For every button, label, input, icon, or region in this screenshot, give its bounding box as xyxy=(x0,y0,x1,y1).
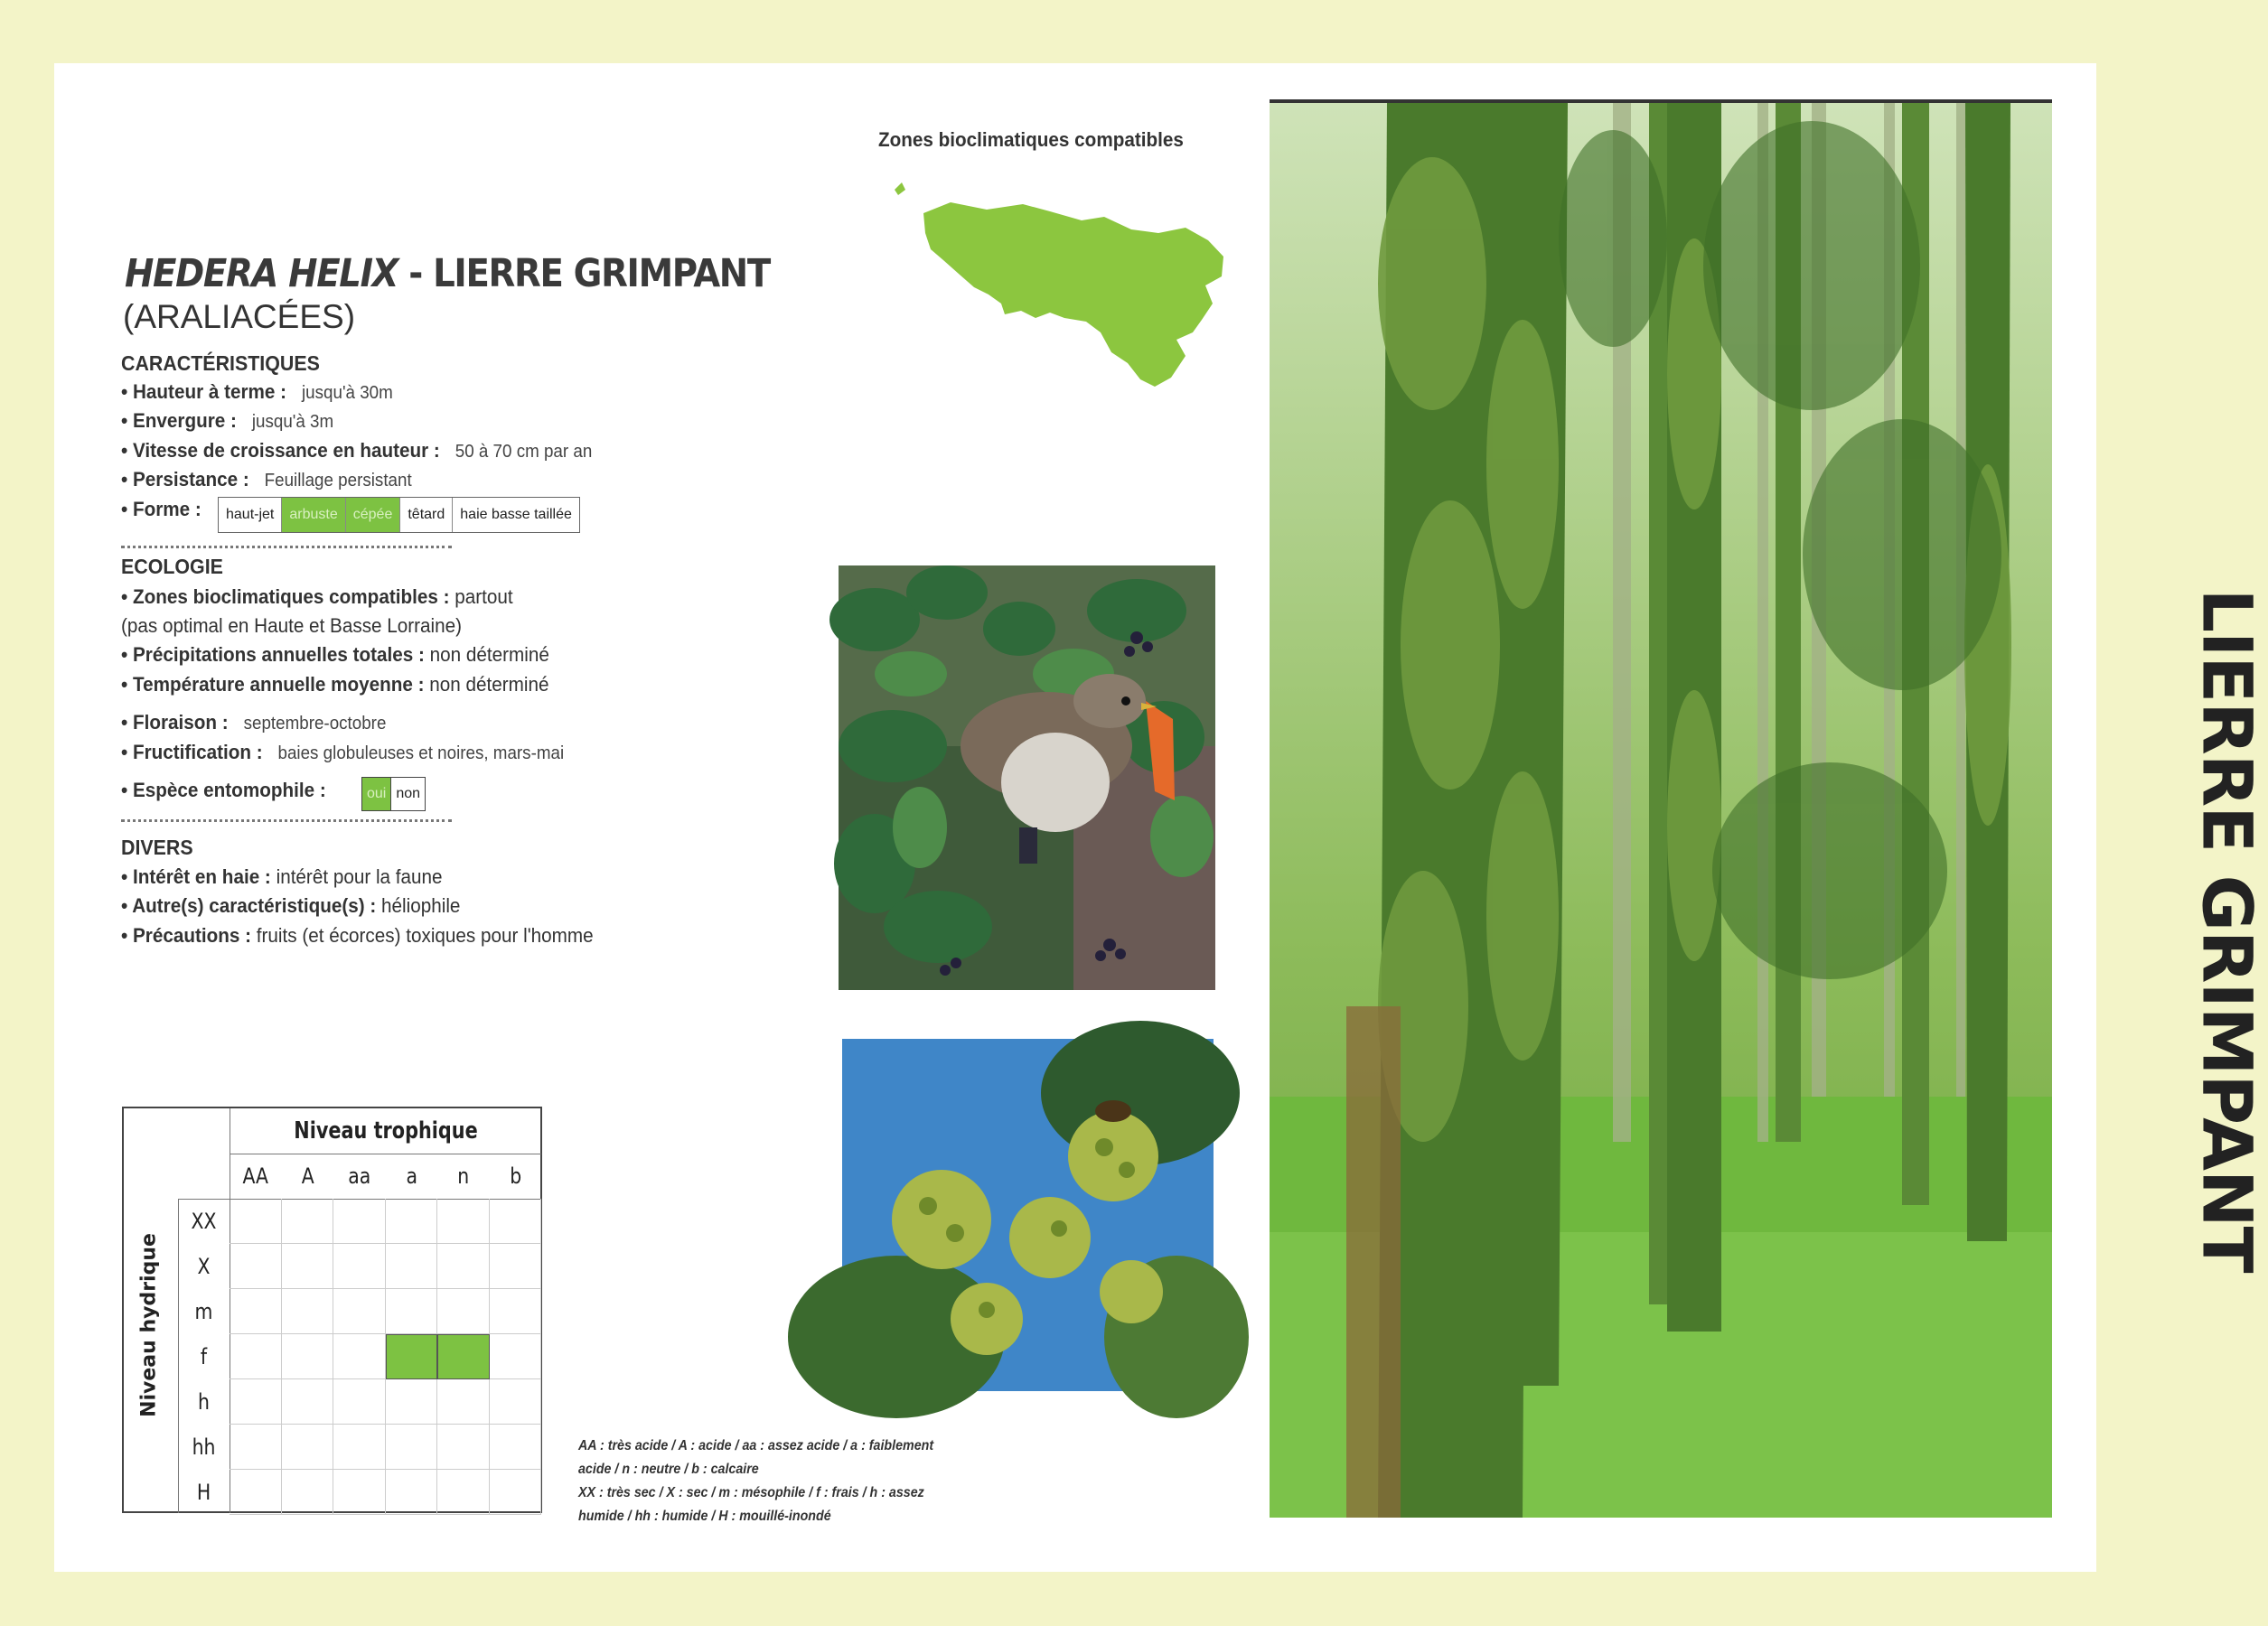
grid-row-label: m xyxy=(194,1299,213,1324)
interet-row xyxy=(121,865,443,889)
grid-column-label: A xyxy=(301,1163,314,1189)
interet-label: • Intérêt en haie : xyxy=(121,865,271,888)
persistance-row xyxy=(121,468,412,491)
grid-cell xyxy=(333,1289,386,1334)
grid-cell xyxy=(386,1379,438,1425)
fructification-row xyxy=(121,741,564,764)
legend-line: humide / hh : humide / H : mouillé-inondé xyxy=(578,1509,831,1524)
autres-label: • Autre(s) caractéristique(s) : xyxy=(121,894,377,917)
species-title xyxy=(125,251,770,296)
forme-option: arbuste xyxy=(282,498,345,532)
autres-value: héliophile xyxy=(381,894,461,917)
grid-cell xyxy=(386,1289,438,1334)
grid-cell xyxy=(437,1425,490,1470)
grid-row-label: H xyxy=(196,1480,211,1505)
grid-cell xyxy=(490,1379,542,1425)
grid-column-label: n xyxy=(457,1163,470,1189)
common-name: LIERRE GRIMPANT xyxy=(433,251,770,296)
precautions-row xyxy=(121,924,594,948)
grid-column-label: b xyxy=(509,1163,521,1189)
grid-cell xyxy=(437,1244,490,1289)
entomophile-row xyxy=(121,779,326,802)
grid-cell xyxy=(386,1470,438,1515)
grid-cell xyxy=(490,1199,542,1244)
title-separator: - xyxy=(398,251,434,296)
envergure-value: jusqu'à 3m xyxy=(251,412,334,432)
ivy-flowers-graphic xyxy=(842,1039,1214,1391)
grid-cell xyxy=(282,1334,334,1379)
grid-cell xyxy=(437,1379,490,1425)
hauteur-row xyxy=(121,380,393,404)
entomophile-option-oui: oui xyxy=(362,778,391,810)
grid-cell xyxy=(282,1199,334,1244)
interet-value: intérêt pour la faune xyxy=(276,865,443,888)
envergure-row xyxy=(121,409,333,433)
wallonia-map xyxy=(887,177,1240,394)
grid-cell xyxy=(230,1244,282,1289)
vitesse-row xyxy=(121,439,592,463)
hauteur-label: • Hauteur à terme : xyxy=(121,380,287,403)
side-title: LIERRE GRIMPANT xyxy=(2187,588,2268,1273)
grid-cell xyxy=(490,1289,542,1334)
bird-photo xyxy=(839,565,1215,990)
ivy-flowers-photo xyxy=(842,1039,1214,1391)
vitesse-value: 50 à 70 cm par an xyxy=(455,442,593,462)
grid-cell xyxy=(333,1470,386,1515)
grid-cell xyxy=(333,1199,386,1244)
grid-cell xyxy=(490,1244,542,1289)
legend-line: acide / n : neutre / b : calcaire xyxy=(578,1462,759,1477)
grid-row-label: f xyxy=(200,1344,208,1369)
grid-cell xyxy=(230,1289,282,1334)
grid-row-label: hh xyxy=(192,1434,216,1460)
floraison-label: • Floraison : xyxy=(121,711,229,734)
forme-option: haie basse taillée xyxy=(460,507,572,522)
caracteristiques-heading: CARACTÉRISTIQUES xyxy=(121,351,320,375)
precipitations-row xyxy=(121,643,549,667)
grid-cell xyxy=(386,1334,438,1379)
grid-column-label: AA xyxy=(242,1163,268,1189)
grid-column-label: aa xyxy=(348,1163,371,1189)
fructification-value: baies globuleuses et noires, mars-mai xyxy=(277,743,565,763)
grid-cell xyxy=(230,1425,282,1470)
temperature-value: non déterminé xyxy=(429,673,549,696)
grid-cell xyxy=(230,1379,282,1425)
precipitations-value: non déterminé xyxy=(429,643,549,666)
grid-column-label: a xyxy=(405,1163,417,1189)
persistance-value: Feuillage persistant xyxy=(264,471,412,491)
forme-option: haut-jet xyxy=(219,498,282,532)
grid-cell xyxy=(282,1425,334,1470)
grid-cell xyxy=(437,1470,490,1515)
grid-cell xyxy=(386,1244,438,1289)
grid-row-label: XX xyxy=(191,1209,217,1234)
divers-heading: DIVERS xyxy=(121,836,193,859)
grid-cell xyxy=(282,1244,334,1289)
grid-line xyxy=(178,1199,179,1513)
grid-cell xyxy=(230,1199,282,1244)
map-title: Zones bioclimatiques compatibles xyxy=(878,128,1184,151)
temperature-row xyxy=(121,673,549,696)
entomophile-label: • Espèce entomophile : xyxy=(121,779,326,801)
autres-row xyxy=(121,894,460,918)
forme-row xyxy=(121,498,201,521)
zones-note: (pas optimal en Haute et Basse Lorraine) xyxy=(121,614,463,637)
grid-cell xyxy=(333,1334,386,1379)
zones-row xyxy=(121,585,513,609)
zones-value: partout xyxy=(455,585,513,608)
grid-cell xyxy=(282,1379,334,1425)
grid-cell xyxy=(437,1334,490,1379)
grid-cell xyxy=(386,1425,438,1470)
forme-label: • Forme : xyxy=(121,498,201,520)
entomophile-option-non: non xyxy=(396,786,421,801)
latin-name: HEDERA HELIX xyxy=(125,251,398,296)
fructification-label: • Fructification : xyxy=(121,741,263,763)
bird-photo-graphic xyxy=(839,565,1215,990)
grid-row-label: h xyxy=(198,1389,210,1415)
legend-line: XX : très sec / X : sec / m : mésophile / f : frais / h : assez xyxy=(578,1485,924,1500)
grid-cell xyxy=(230,1334,282,1379)
grid-cell xyxy=(282,1470,334,1515)
forme-options xyxy=(218,497,580,533)
precautions-value: fruits (et écorces) toxiques pour l'homme xyxy=(256,924,594,947)
floraison-row xyxy=(121,711,386,734)
divider xyxy=(121,546,452,548)
grid-cell xyxy=(230,1470,282,1515)
grid-cell xyxy=(490,1425,542,1470)
ivy-forest-graphic xyxy=(1270,103,2052,1518)
trophic-hydric-grid xyxy=(122,1107,542,1513)
grid-cell xyxy=(386,1199,438,1244)
floraison-value: septembre-octobre xyxy=(243,714,387,734)
grid-cell xyxy=(437,1289,490,1334)
grid-row-label: X xyxy=(197,1254,211,1279)
grid-cell xyxy=(490,1470,542,1515)
map-region xyxy=(895,182,1223,387)
envergure-label: • Envergure : xyxy=(121,409,237,432)
temperature-label: • Température annuelle moyenne : xyxy=(121,673,425,696)
vitesse-label: • Vitesse de croissance en hauteur : xyxy=(121,439,440,462)
grid-column-title: Niveau trophique xyxy=(294,1117,478,1145)
grid-cell xyxy=(333,1244,386,1289)
grid-cell xyxy=(490,1334,542,1379)
ivy-forest-photo xyxy=(1270,99,2052,1518)
zones-label: • Zones bioclimatiques compatibles : xyxy=(121,585,450,608)
ecologie-heading: ECOLOGIE xyxy=(121,555,223,578)
persistance-label: • Persistance : xyxy=(121,468,249,491)
divider xyxy=(121,819,452,822)
grid-cell xyxy=(282,1289,334,1334)
hauteur-value: jusqu'à 30m xyxy=(301,383,393,403)
legend-line: AA : très acide / A : acide / aa : assez acide / a : faiblement xyxy=(578,1438,934,1453)
precipitations-label: • Précipitations annuelles totales : xyxy=(121,643,425,666)
entomophile-options xyxy=(361,777,426,811)
forme-option: cépée xyxy=(346,498,401,532)
family-name: (ARALIACÉES) xyxy=(123,298,356,335)
grid-legend xyxy=(578,1434,986,1528)
grid-cell xyxy=(333,1425,386,1470)
precautions-label: • Précautions : xyxy=(121,924,251,947)
grid-row-title: Niveau hydrique xyxy=(137,1233,161,1417)
forme-option: têtard xyxy=(400,498,453,532)
grid-cell xyxy=(437,1199,490,1244)
grid-cell xyxy=(333,1379,386,1425)
